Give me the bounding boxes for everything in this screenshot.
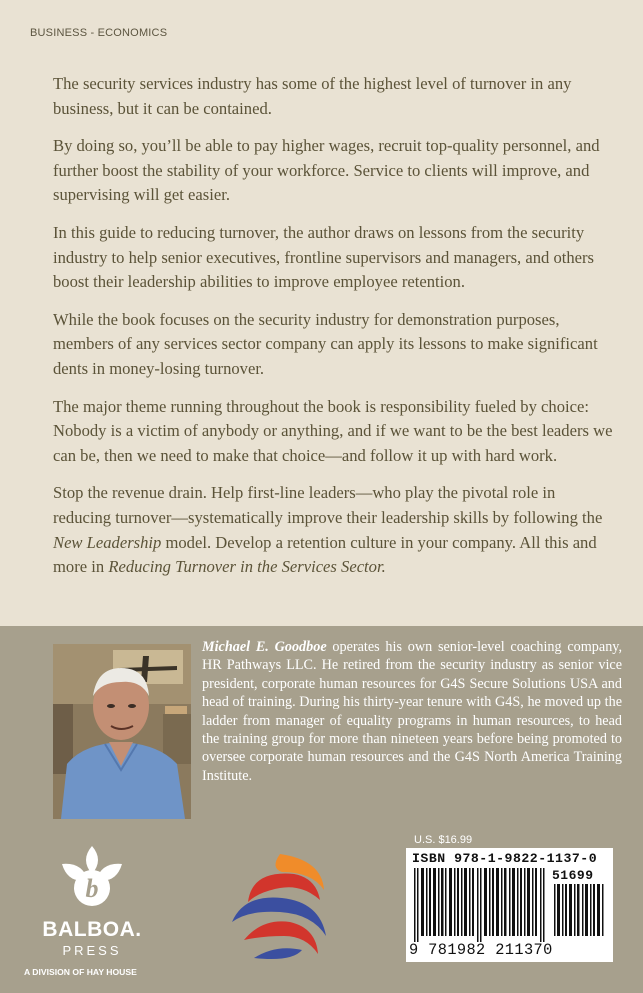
blurb-paragraph-2: By doing so, you’ll be able to pay higher wages, recruit top-quality personnel, and further boost the stability of your workforce. Service to clients will improve, and supervising will get easier. bbox=[53, 136, 600, 205]
isbn-barcode bbox=[406, 848, 613, 962]
isbn-label: ISBN 978-1-9822-1137-0 bbox=[412, 851, 598, 866]
publisher-name: BALBOA. bbox=[42, 918, 142, 941]
blurb-p6-part-a: Stop the revenue drain. Help first-line leaders—who play the pivotal role in reducing turnover—systematically improve their leadership skills by following the bbox=[53, 483, 603, 527]
blurb-p6-part-b: model. Develop a retention culture in your company. All this and more in bbox=[53, 532, 597, 577]
blurb-paragraph-6 bbox=[53, 481, 615, 579]
category-label: BUSINESS - ECONOMICS bbox=[30, 27, 168, 39]
price-label: U.S. $16.99 bbox=[414, 834, 473, 846]
blurb-paragraph-1: The security services industry has some of the highest level of turnover in any business, but it can be contained. bbox=[53, 74, 572, 118]
author-photo bbox=[53, 644, 191, 819]
blurb-paragraph-5: The major theme running throughout the book is responsibility fueled by choice: Nobody is a victim of anybody or anything, and if we want to be the best leaders we can be, then we need to make that choice—and follow it up with hard work. bbox=[53, 396, 613, 465]
blurb-paragraph-3: In this guide to reducing turnover, the author draws on lessons from the security industry to help senior executives, frontline supervisors and managers, and others boost their leadership abilities to improve employee retention. bbox=[53, 222, 595, 292]
blurb-paragraph-4: While the book focuses on the security industry for demonstration purposes, members of any services sector company can apply its lessons to make significant dents in money-losing turnover. bbox=[53, 309, 598, 378]
author-bio bbox=[202, 638, 622, 785]
ean-digits: 9 781982 211370 bbox=[409, 941, 553, 959]
author-bio-text: operates his own senior-level coaching company, HR Pathways LLC. He retired from the security industry as senior vice president, corporate human resources for G4S Secure Solutions USA and head of training. During his thirty-year tenure with G4S, he moved up the ladder from manager of equality programs in human resources, to head the training group for more than nineteen years before being promoted to oversee corporate human resources and the G4S North America Training Institute. bbox=[202, 639, 623, 784]
swirl-logo-icon bbox=[224, 844, 344, 964]
blurb-p6-emphasis-model: New Leadership bbox=[53, 532, 162, 552]
addon-digits: 51699 bbox=[552, 868, 594, 883]
publisher-subname: PRESS bbox=[62, 943, 122, 958]
svg-text:b: b bbox=[85, 874, 99, 903]
blurb-p6-emphasis-title: Reducing Turnover in the Services Sector. bbox=[108, 557, 386, 577]
back-cover-blurb bbox=[53, 72, 615, 593]
addon-barcode-bars bbox=[554, 884, 606, 936]
publisher-division: A DIVISION OF HAY HOUSE bbox=[24, 967, 137, 977]
balboa-flower-icon bbox=[28, 840, 156, 920]
author-name: Michael E. Goodboe bbox=[202, 639, 327, 655]
publisher-logo bbox=[24, 840, 168, 980]
ean-barcode-bars bbox=[414, 868, 548, 942]
author-section bbox=[0, 626, 643, 993]
